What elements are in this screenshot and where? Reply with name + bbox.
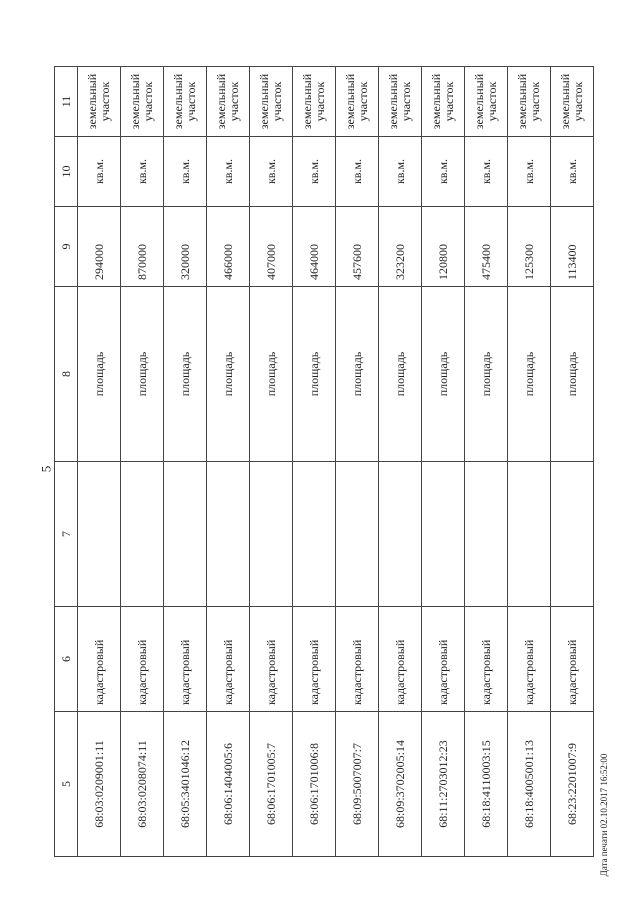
unit-cell: кв.м. (250, 137, 293, 207)
measure-cell: площадь (293, 287, 336, 462)
print-date: Дата печати 02.10.2017 16:52:00 (599, 753, 609, 877)
area-value-cell: 120800 (422, 207, 465, 287)
object-type-cell: земельный участок (293, 67, 336, 137)
empty-cell (78, 462, 121, 607)
measure-cell: площадь (422, 287, 465, 462)
header-cell: 11 (55, 67, 78, 137)
unit-cell: кв.м. (422, 137, 465, 207)
number-type-cell: кадастровый (207, 607, 250, 712)
area-value-cell: 466000 (207, 207, 250, 287)
cadastral-number-cell: 68:06:1701006:8 (293, 712, 336, 857)
empty-cell (250, 462, 293, 607)
empty-cell (207, 462, 250, 607)
measure-cell: площадь (250, 287, 293, 462)
empty-cell (336, 462, 379, 607)
object-type-cell: земельный участок (336, 67, 379, 137)
header-cell: 9 (55, 207, 78, 287)
cadastral-number-cell: 68:03:0208074:11 (121, 712, 164, 857)
area-value-cell: 294000 (78, 207, 121, 287)
rotated-table-wrapper (54, 66, 594, 857)
unit-cell: кв.м. (379, 137, 422, 207)
number-type-cell: кадастровый (379, 607, 422, 712)
table-row (336, 67, 379, 857)
table-row (465, 67, 508, 857)
table-row (250, 67, 293, 857)
header-cell: 7 (55, 462, 78, 607)
header-cell: 6 (55, 607, 78, 712)
unit-cell: кв.м. (164, 137, 207, 207)
area-value-cell: 407000 (250, 207, 293, 287)
object-type-cell: земельный участок (508, 67, 551, 137)
number-type-cell: кадастровый (293, 607, 336, 712)
measure-cell: площадь (78, 287, 121, 462)
header-cell: 5 (55, 712, 78, 857)
number-type-cell: кадастровый (422, 607, 465, 712)
area-value-cell: 113400 (551, 207, 594, 287)
empty-cell (164, 462, 207, 607)
unit-cell: кв.м. (121, 137, 164, 207)
number-type-cell: кадастровый (121, 607, 164, 712)
header-cell: 10 (55, 137, 78, 207)
number-type-cell: кадастровый (336, 607, 379, 712)
table-row (293, 67, 336, 857)
area-value-cell: 323200 (379, 207, 422, 287)
object-type-cell: земельный участок (78, 67, 121, 137)
table-row (422, 67, 465, 857)
empty-cell (121, 462, 164, 607)
cadastral-number-cell: 68:18:4005001:13 (508, 712, 551, 857)
cadastral-number-cell: 68:06:1701005:7 (250, 712, 293, 857)
measure-cell: площадь (164, 287, 207, 462)
object-type-cell: земельный участок (250, 67, 293, 137)
unit-cell: кв.м. (293, 137, 336, 207)
table-row (121, 67, 164, 857)
area-value-cell: 125300 (508, 207, 551, 287)
measure-cell: площадь (207, 287, 250, 462)
object-type-cell: земельный участок (551, 67, 594, 137)
cadastral-number-cell: 68:05:3401046:12 (164, 712, 207, 857)
table-header-row (55, 67, 78, 857)
unit-cell: кв.м. (78, 137, 121, 207)
number-type-cell: кадастровый (250, 607, 293, 712)
table-row (78, 67, 121, 857)
object-type-cell: земельный участок (164, 67, 207, 137)
cadastral-number-cell: 68:09:3702005:14 (379, 712, 422, 857)
area-value-cell: 870000 (121, 207, 164, 287)
measure-cell: площадь (551, 287, 594, 462)
area-value-cell: 475400 (465, 207, 508, 287)
object-type-cell: земельный участок (121, 67, 164, 137)
land-plots-table (54, 66, 594, 857)
number-type-cell: кадастровый (164, 607, 207, 712)
unit-cell: кв.м. (508, 137, 551, 207)
cadastral-number-cell: 68:18:4110003:15 (465, 712, 508, 857)
empty-cell (422, 462, 465, 607)
area-value-cell: 320000 (164, 207, 207, 287)
unit-cell: кв.м. (465, 137, 508, 207)
header-cell: 8 (55, 287, 78, 462)
cadastral-number-cell: 68:03:0209001:11 (78, 712, 121, 857)
number-type-cell: кадастровый (508, 607, 551, 712)
cadastral-number-cell: 68:11:2703012:23 (422, 712, 465, 857)
measure-cell: площадь (508, 287, 551, 462)
empty-cell (508, 462, 551, 607)
measure-cell: площадь (336, 287, 379, 462)
empty-cell (551, 462, 594, 607)
object-type-cell: земельный участок (422, 67, 465, 137)
cadastral-number-cell: 68:23:2201007:9 (551, 712, 594, 857)
number-type-cell: кадастровый (465, 607, 508, 712)
table-row (551, 67, 594, 857)
measure-cell: площадь (465, 287, 508, 462)
unit-cell: кв.м. (207, 137, 250, 207)
page-number: 5 (38, 465, 54, 473)
area-value-cell: 457600 (336, 207, 379, 287)
table-row (207, 67, 250, 857)
empty-cell (465, 462, 508, 607)
unit-cell: кв.м. (336, 137, 379, 207)
measure-cell: площадь (121, 287, 164, 462)
measure-cell: площадь (379, 287, 422, 462)
number-type-cell: кадастровый (78, 607, 121, 712)
unit-cell: кв.м. (551, 137, 594, 207)
table-row (379, 67, 422, 857)
table-row (508, 67, 551, 857)
table-row (164, 67, 207, 857)
number-type-cell: кадастровый (551, 607, 594, 712)
cadastral-number-cell: 68:09:5007007:7 (336, 712, 379, 857)
object-type-cell: земельный участок (379, 67, 422, 137)
object-type-cell: земельный участок (465, 67, 508, 137)
empty-cell (293, 462, 336, 607)
object-type-cell: земельный участок (207, 67, 250, 137)
cadastral-number-cell: 68:06:1404005:6 (207, 712, 250, 857)
area-value-cell: 464000 (293, 207, 336, 287)
empty-cell (379, 462, 422, 607)
